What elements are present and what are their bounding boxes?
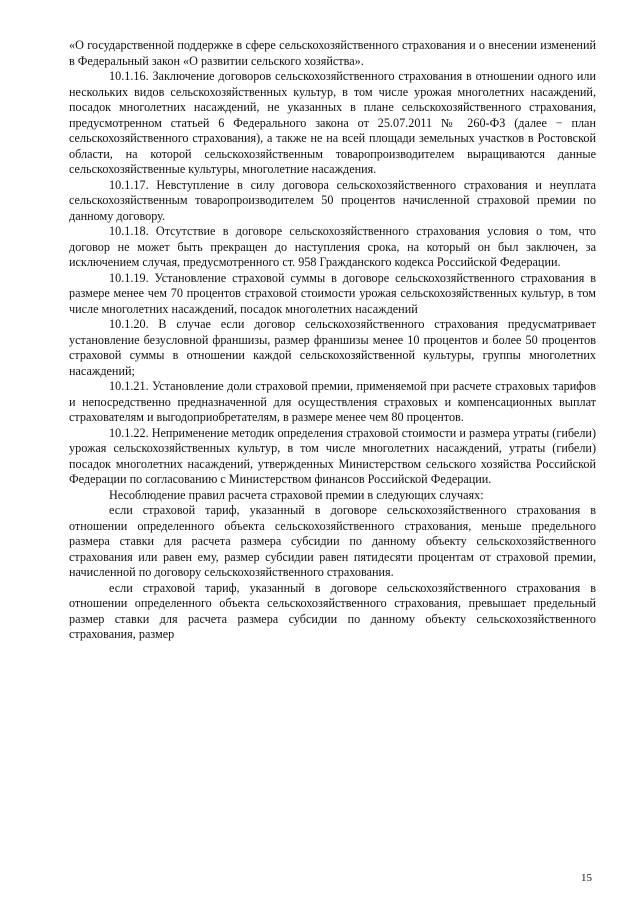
document-body [69,38,596,643]
page-number: 15 [581,872,592,884]
paragraph-10-1-17: 10.1.17. Невступление в силу договора сельскохозяйственного страхования и неуплата сельскохозяйственным товаропроизводителем 50 процентов начисленной страховой премии по данному договору. [69,177,596,223]
paragraph-case-tariff-above-limit: если страховой тариф, указанный в договоре сельскохозяйственного страхования в отношении определенного объекта сельскохозяйственного страхования, превышает предельный размер ставки для расчета размера субсидии по данному объекту сельскохозяйственного страхования, размер [69,580,596,641]
paragraph-case-tariff-below-limit: если страховой тариф, указанный в договоре сельскохозяйственного страхования в отношении определенного объекта сельскохозяйственного страхования, меньше предельного размера ставки для расчета размера субсидии по данному объекту сельскохозяйственного страхования или равен ему, размер субсидии равен пятидесяти процентам от страховой премии, начисленной по договору сельскохозяйственного страхования. [69,503,596,579]
paragraph-10-1-16: 10.1.16. Заключение договоров сельскохозяйственного страхования в отношении одного или нескольких видов сельскохозяйственных культур, в том числе урожая многолетних насаждений, посадок многолетних насаждений, не указанных в плане сельскохозяйственного страхования, предусмотренном статьей 6 Федерального закона от 25.07.2011 № 260-ФЗ (далее − план сельскохозяйственного страхования), а также не на всей площади земельных участков в Ростовской области, на которой сельскохозяйственным товаропроизводителем выращиваются данные сельскохозяйственные культуры, многолетние насаждения. [69,69,596,176]
paragraph-10-1-22: 10.1.22. Неприменение методик определения страховой стоимости и размера утраты (гибели) урожая сельскохозяйственных культур, в том числе многолетних насаждений, утраты (гибели) посадок многолетних насаждений, утвержденных Министерством сельского хозяйства Российской Федерации по согласованию с Министерством финансов Российской Федерации. [69,425,596,486]
paragraph-10-1-19: 10.1.19. Установление страховой суммы в договоре сельскохозяйственного страхования в размере менее чем 70 процентов страховой стоимости урожая сельскохозяйственных культур, в том числе многолетних насаждений, посадок многолетних насаждений [69,270,596,316]
paragraph-10-1-18: 10.1.18. Отсутствие в договоре сельскохозяйственного страхования условия о том, что договор не может быть прекращен до наступления срока, на который он был заключен, за исключением случая, предусмотренного ст. 958 Гражданского кодекса Российской Федерации. [69,224,596,269]
paragraph-law-title-continuation: «О государственной поддержке в сфере сельскохозяйственного страхования и о внесении изменений в Федеральный закон «О развитии сельского хозяйства». [69,38,596,68]
paragraph-premium-rules-intro: Несоблюдение правил расчета страховой премии в следующих случаях: [109,487,484,502]
paragraph-10-1-21: 10.1.21. Установление доли страховой премии, применяемой при расчете страховых тарифов и непосредственно предназначенной для осуществления страховых и компенсационных выплат страхователям и выгодоприобретателям, в размере менее чем 80 процентов. [69,379,596,424]
paragraph-10-1-20: 10.1.20. В случае если договор сельскохозяйственного страхования предусматривает установление безусловной франшизы, размер франшизы менее 10 процентов и более 50 процентов страховой суммы в отношении каждой сельскохозяйственной культуры, группы многолетних насаждений; [69,317,596,378]
